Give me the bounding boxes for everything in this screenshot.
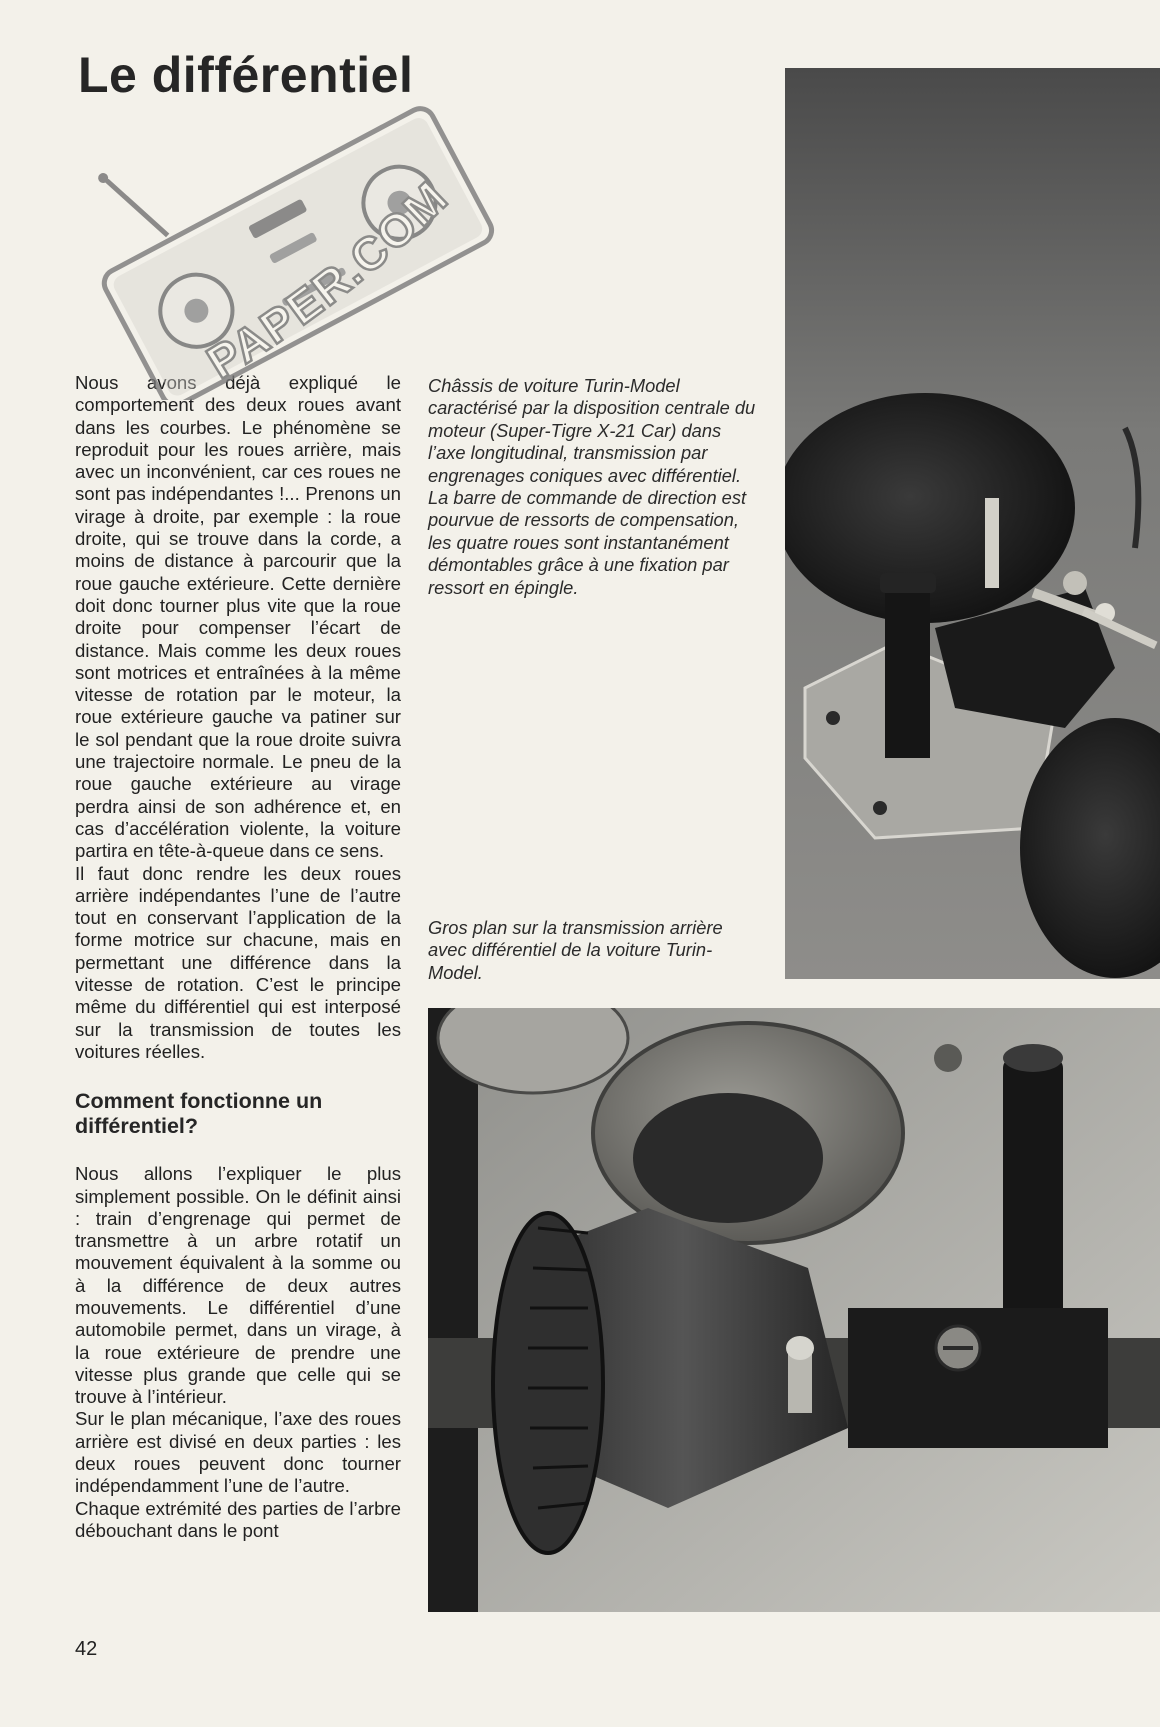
paragraph: Sur le plan mécanique, l’axe des roues arrière est divisé en deux parties : les deux roues peuvent donc tourner indépendamment l’une de l’autre.	[75, 1408, 401, 1497]
radio-transmitter-logo-icon	[70, 80, 530, 400]
chassis-photo-caption	[428, 375, 758, 599]
chassis-photo	[785, 68, 1160, 979]
differential-photo-image	[428, 1008, 1160, 1612]
article-body	[75, 372, 401, 1542]
paragraph: Chaque extrémité des parties de l’arbre débouchant dans le pont	[75, 1497, 401, 1541]
section-heading: Comment fonctionne un différentiel?	[75, 1089, 323, 1139]
watermark-logo	[70, 80, 530, 400]
page-number: 42	[75, 1638, 98, 1660]
differential-photo-caption	[428, 917, 758, 984]
caption-text: Châssis de voiture Turin-Model caractérisé par la disposition centrale du moteur (Super-Tigre X-21 Car) dans l’axe longitudinal, transmission par engrenages coniques avec différentiel. La barre de commande de direction est pourvue de ressorts de compensation, les quatre roues sont instantanément démontables grâce à une fixation par ressort en épingle.	[428, 375, 756, 598]
paragraph: Nous avons déjà expliqué le comportement des deux roues avant dans les courbes. Le phénomène se reproduit pour les roues arrière, mais avec un inconvénient, car ces roues ne sont pas indépendantes !... Prenons un virage à droite, par exemple : la roue droite, qui se trouve dans la corde, a moins de distance à parcourir que la roue gauche extérieure. Cette dernière doit donc tourner plus vite que la roue droite pour compenser l’écart de distance. Mais comme les deux roues sont motrices et entraînées à la même vitesse de rotation par le moteur, la roue extérieure gauche va patiner sur le sol pendant que la roue droite suivra une trajectoire normale. Le pneu de la roue gauche extérieure au virage perdra ainsi de son adhérence et, en cas d’accélération violente, la voiture partira en tête-à-queue dans ce sens.	[75, 372, 401, 862]
differential-photo	[428, 1008, 1160, 1612]
article-title: Le différentiel	[78, 47, 414, 103]
watermark-text: PAPER.COM	[198, 170, 458, 389]
paragraph: Nous allons l’expliquer le plus simplement possible. On le définit ainsi : train d’engrenage qui permet de transmettre à un arbre rotatif un mouvement équivalent à la somme ou à la différence de deux autres mouvements. Le différentiel d’une automobile permet, dans un virage, à la roue extérieure de prendre une vitesse plus grande que celle qui se trouve à l’intérieur.	[75, 1163, 401, 1408]
caption-text: Gros plan sur la transmission arrière avec différentiel de la voiture Turin-Model.	[428, 917, 723, 983]
chassis-photo-image	[785, 68, 1160, 979]
paragraph: Il faut donc rendre les deux roues arrière indépendantes l’une de l’autre tout en conservant l’application de la forme motrice sur chacune, mais en permettant une différence dans la vitesse de rotation. C’est le principe même du différentiel qui est interposé sur la transmission de toutes les voitures réelles.	[75, 862, 401, 1062]
